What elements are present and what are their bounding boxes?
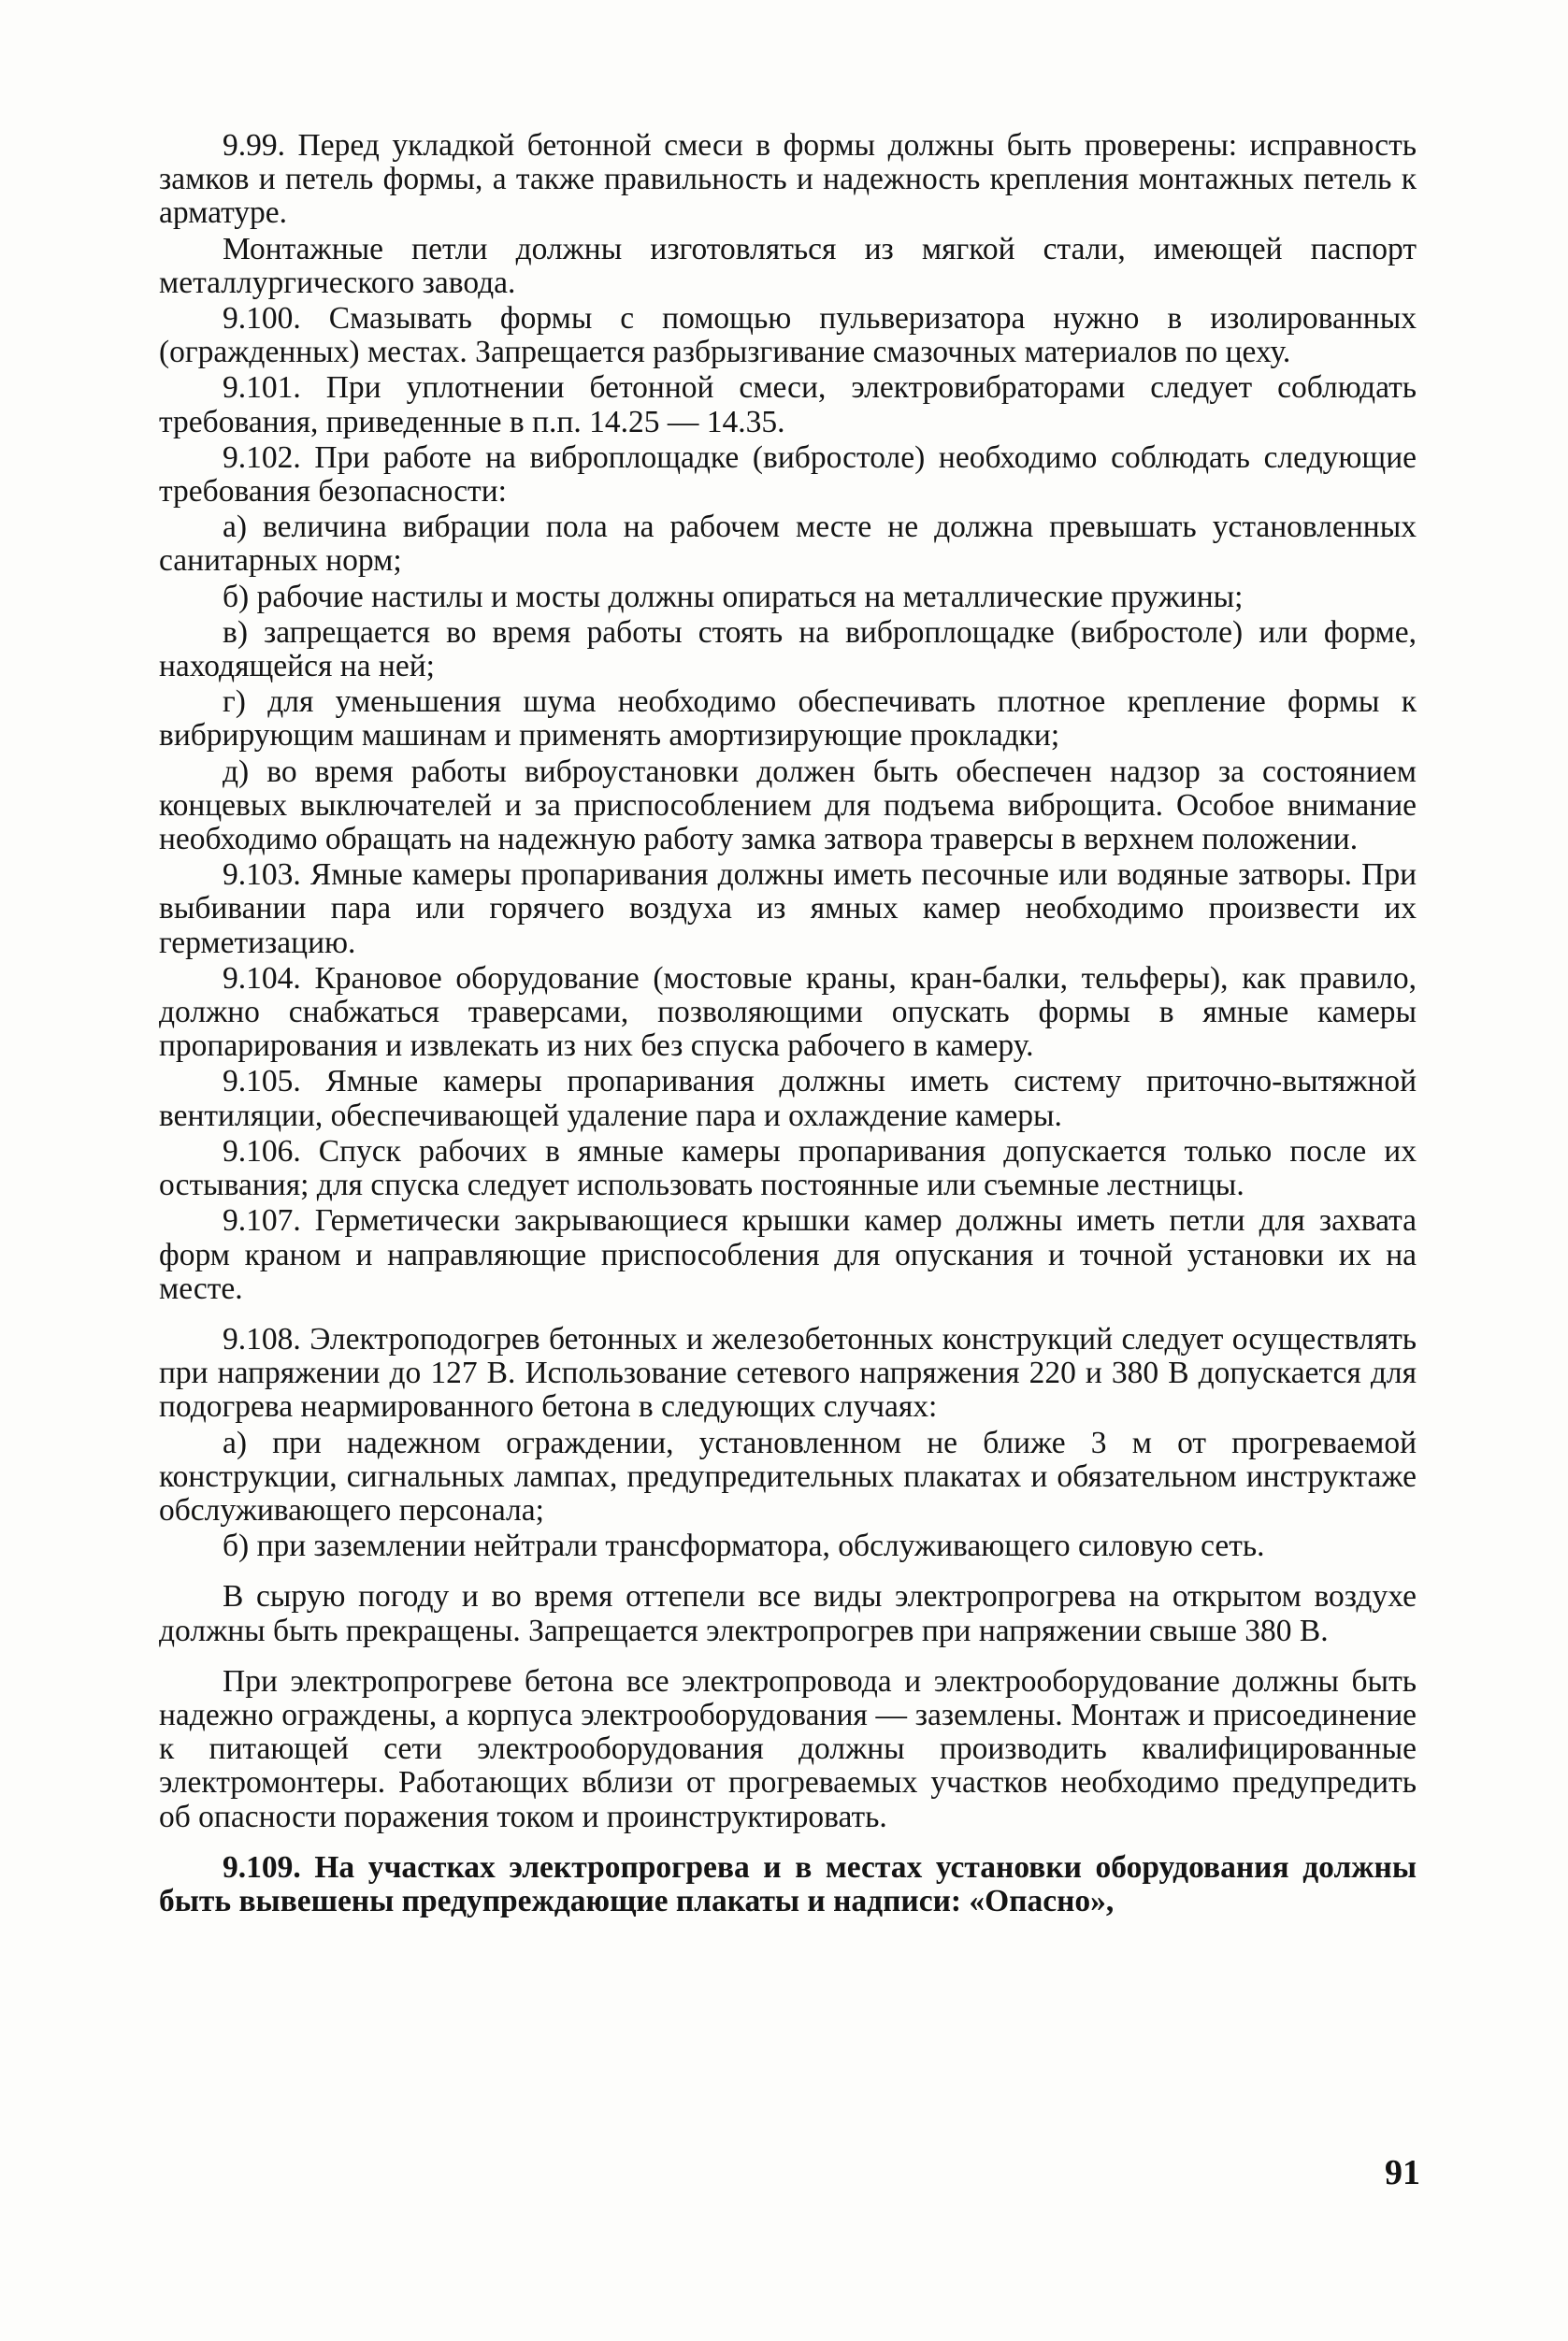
- paragraph-9-99: 9.99. Перед укладкой бетонной смеси в формы должны быть проверены: исправность замков и петель формы, а также правильность и надежность крепления монтажных петель к арматуре.: [159, 128, 1417, 231]
- page-number: 91: [1385, 2153, 1420, 2192]
- paragraph-9-106: 9.106. Спуск рабочих в ямные камеры пропаривания допускается только после их остывания; для спуска следует использовать постоянные или съемные лестницы.: [159, 1133, 1417, 1203]
- paragraph-9-102-a: а) величина вибрации пола на рабочем месте не должна превышать установленных санитарных норм;: [159, 510, 1417, 579]
- paragraph-9-107: 9.107. Герметически закрывающиеся крышки камер должны иметь петли для захвата форм краном и направляющие приспособления для опускания и точной установки их на месте.: [159, 1203, 1417, 1306]
- paragraph-9-102-v: в) запрещается во время работы стоять на виброплощадке (вибростоле) или форме, находящейся на ней;: [159, 614, 1417, 684]
- paragraph-syruyu-pogodu: В сырую погоду и во время оттепели все виды электропрогрева на открытом воздухе должны быть прекращены. Запрещается электропрогрев при напряжении свыше 380 В.: [159, 1579, 1417, 1648]
- paragraph-9-109: 9.109. На участках электропрогрева и в местах установки оборудования должны быть вывешены предупреждающие плакаты и надписи: «Опасно»,: [159, 1849, 1417, 1918]
- paragraph-9-105: 9.105. Ямные камеры пропаривания должны иметь систему приточно-вытяжной вентиляции, обеспечивающей удаление пара и охлаждение камеры.: [159, 1064, 1417, 1133]
- paragraph-elektroprogrev-betona: При электропрогреве бетона все электропровода и электрооборудование должны быть надежно ограждены, а корпуса электрооборудования — заземлены. Монтаж и присоединение к питающей сети электрооборудования должны производить квалифицированные электромонтеры. Работающих вблизи от прогреваемых участков необходимо предупредить об опасности поражения током и проинструктировать.: [159, 1663, 1417, 1834]
- paragraph-9-102-g: г) для уменьшения шума необходимо обеспечивать плотное крепление формы к вибрирующим машинам и применять амортизирующие прокладки;: [159, 684, 1417, 754]
- paragraph-9-101: 9.101. При уплотнении бетонной смеси, электровибраторами следует соблюдать требования, приведенные в п.п. 14.25 — 14.35.: [159, 370, 1417, 439]
- document-body: [159, 129, 1417, 1920]
- paragraph-9-108: 9.108. Электроподогрев бетонных и железобетонных конструкций следует осуществлять при напряжении до 127 В. Использование сетевого напряжения 220 и 380 В допускается для подогрева неармированного бетона в следующих случаях:: [159, 1321, 1417, 1425]
- paragraph-9-104: 9.104. Крановое оборудование (мостовые краны, кран-балки, тельферы), как правило, должно снабжаться траверсами, позволяющими опускать формы в ямные камеры пропарирования и извлекать из них без спуска рабочего в камеру.: [159, 960, 1417, 1064]
- paragraph-9-100: 9.100. Смазывать формы с помощью пульверизатора нужно в изолированных (огражденных) местах. Запрещается разбрызгивание смазочных материалов по цеху.: [159, 301, 1417, 370]
- paragraph-9-108-b: б) при заземлении нейтрали трансформатора, обслуживающего силовую сеть.: [223, 1529, 1265, 1564]
- paragraph-9-103: 9.103. Ямные камеры пропаривания должны иметь песочные или водяные затворы. При выбивании пара или горячего воздуха из ямных камер необходимо произвести их герметизацию.: [159, 857, 1417, 960]
- paragraph-9-102: 9.102. При работе на виброплощадке (вибростоле) необходимо соблюдать следующие требования безопасности:: [159, 439, 1417, 510]
- paragraph-9-102-d: д) во время работы виброустановки должен быть обеспечен надзор за состоянием концевых выключателей и за приспособлением для подъема виброщита. Особое внимание необходимо обращать на надежную работу замка затвора траверсы в верхнем положении.: [159, 754, 1417, 857]
- paragraph-9-102-b: б) рабочие настилы и мосты должны опираться на металлические пружины;: [223, 579, 1244, 614]
- paragraph-9-108-a: а) при надежном ограждении, установленном не ближе 3 м от прогреваемой конструкции, сигнальных лампах, предупредительных плакатах и обязательном инструктаже обслуживающего персонала;: [159, 1425, 1417, 1528]
- paragraph-montazhnye-petli: Монтажные петли должны изготовляться из мягкой стали, имеющей паспорт металлургического завода.: [159, 231, 1417, 300]
